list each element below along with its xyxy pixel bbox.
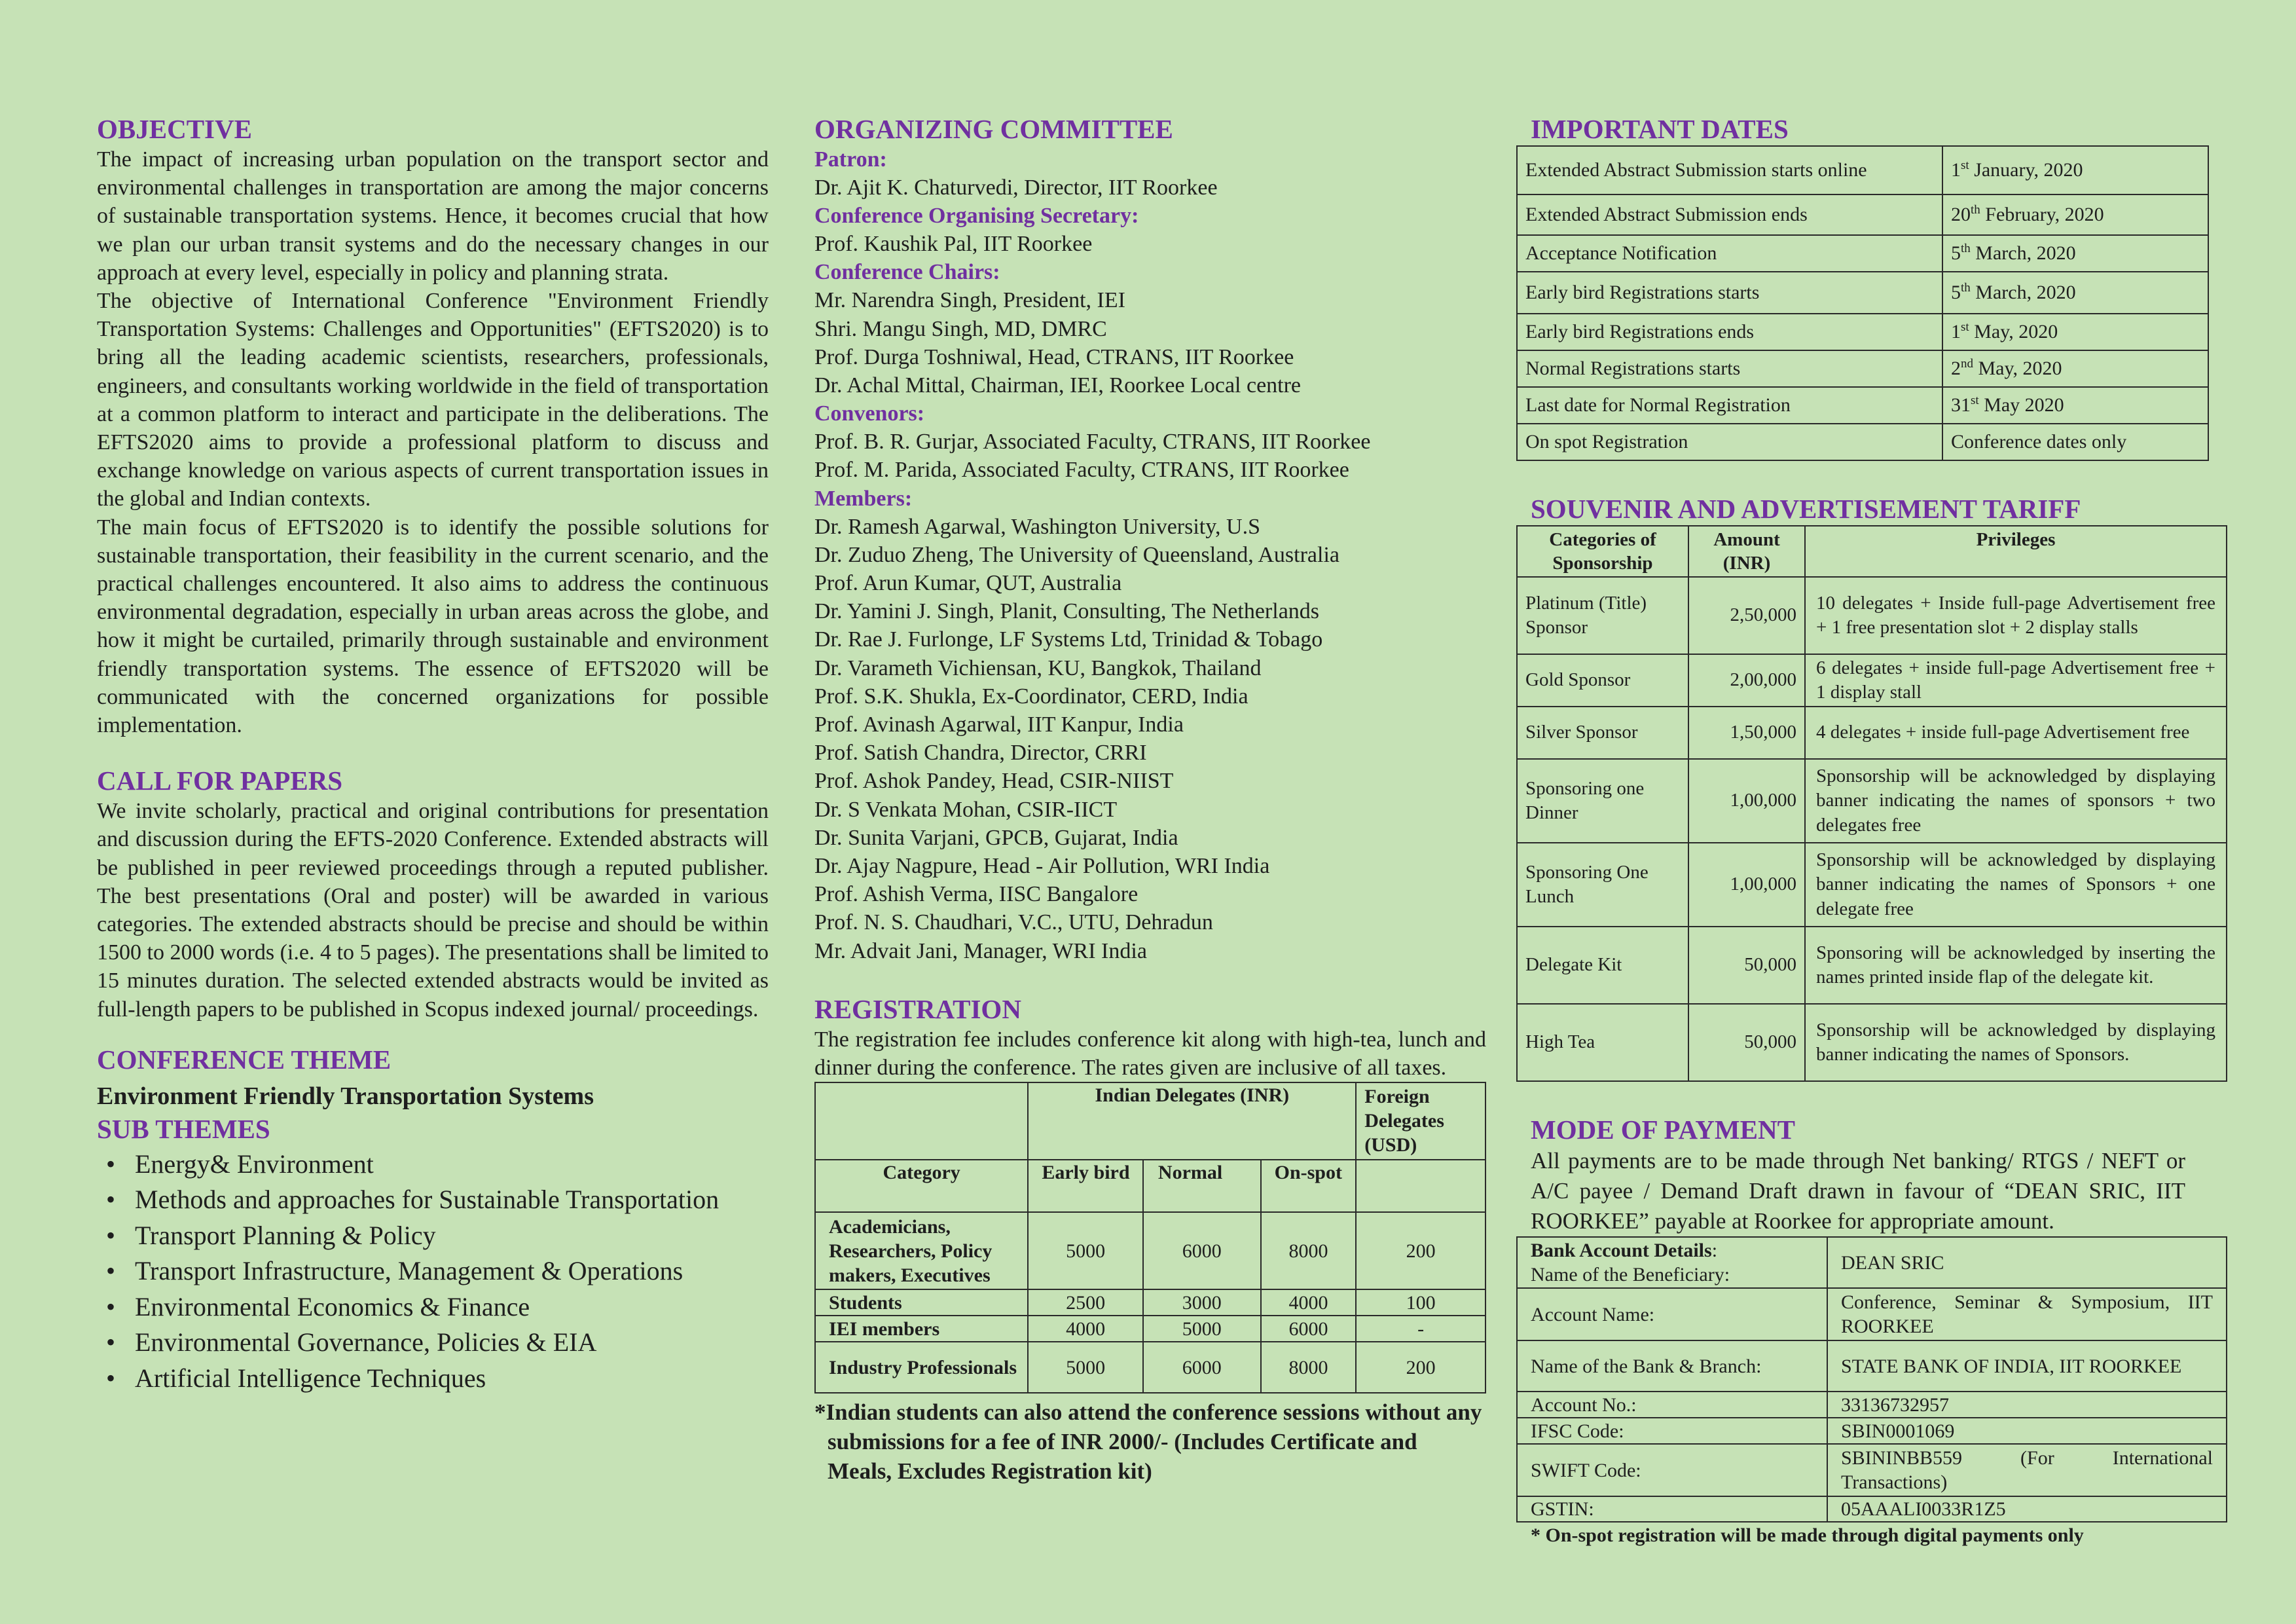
tariff-amount: 1,00,000	[1688, 759, 1805, 843]
table-row	[1517, 1392, 2227, 1418]
table-row	[1517, 1237, 2227, 1288]
bank-field-label: IFSC Code:	[1517, 1418, 1827, 1444]
reg-normal: 6000	[1143, 1212, 1261, 1289]
table-row	[1517, 1288, 2227, 1340]
table-row	[815, 1316, 1485, 1342]
tariff-privileges: 6 delegates + inside full-page Advertisement free + 1 display stall	[1805, 654, 2227, 707]
table-row	[1517, 759, 2227, 843]
reg-header-normal: Normal	[1143, 1160, 1261, 1212]
tariff-category: Platinum (Title) Sponsor	[1517, 577, 1688, 654]
sub-theme-item: • Energy& Environment	[97, 1147, 769, 1183]
registration-fee-table	[814, 1082, 1486, 1393]
chairs-label: Conference Chairs:	[814, 260, 1000, 285]
date-event: Early bird Registrations starts	[1517, 272, 1942, 314]
date-event: Acceptance Notification	[1517, 235, 1942, 272]
date-value: 2nd May, 2020	[1942, 350, 2208, 387]
beneficiary-label: Name of the Beneficiary:	[1531, 1264, 1730, 1285]
tariff-privileges: Sponsorship will be acknowledged by displaying banner indicating the names of sponsors + two delegates free	[1805, 759, 2227, 843]
tariff-privileges: Sponsorship will be acknowledged by displaying banner indicating the names of Sponsors.	[1805, 1004, 2227, 1081]
reg-header-onspot: On-spot	[1261, 1160, 1357, 1212]
table-row	[1517, 387, 2208, 424]
reg-early: 5000	[1028, 1212, 1143, 1289]
date-value: 20th February, 2020	[1942, 194, 2208, 235]
sub-themes-list	[97, 1147, 769, 1397]
table-row	[1517, 577, 2227, 654]
bank-field-value: SBININBB559 (For International Transactions)	[1827, 1444, 2227, 1496]
date-value: 5th March, 2020	[1942, 235, 2208, 272]
reg-early: 4000	[1028, 1316, 1143, 1342]
committee-entry: Prof. M. Parida, Associated Faculty, CTRANS, IIT Roorkee	[814, 458, 1349, 483]
bank-field-label: Name of the Bank & Branch:	[1517, 1340, 1827, 1392]
left-column	[97, 113, 769, 1396]
reg-header-early: Early bird	[1028, 1160, 1143, 1212]
committee-member: Dr. Yamini J. Singh, Planit, Consulting, The Netherlands	[814, 599, 1320, 624]
sub-theme-item: • Artificial Intelligence Techniques	[97, 1361, 769, 1397]
payment-intro: All payments are to be made through Net banking/ RTGS / NEFT or A/C payee / Demand Draft drawn in favour of “DEAN SRIC, IIT ROORKEE” payable at Roorkee for appropriate amount.	[1531, 1148, 2185, 1234]
reg-category: Industry Professionals	[815, 1342, 1028, 1393]
bank-field-value: 33136732957	[1827, 1392, 2227, 1418]
reg-foreign: 200	[1356, 1212, 1485, 1289]
convenors-label: Convenors:	[814, 401, 925, 426]
reg-normal: 6000	[1143, 1342, 1261, 1393]
reg-onspot: 8000	[1261, 1342, 1357, 1393]
table-row	[1517, 927, 2227, 1004]
tariff-heading: SOUVENIR AND ADVERTISEMENT TARIFF	[1531, 494, 2081, 524]
bank-field-value: STATE BANK OF INDIA, IIT ROORKEE	[1827, 1340, 2227, 1392]
tariff-amount: 1,00,000	[1688, 843, 1805, 927]
objective-section	[97, 113, 769, 739]
tariff-category: Sponsoring one Dinner	[1517, 759, 1688, 843]
table-row	[1517, 1004, 2227, 1081]
reg-header-indian: Indian Delegates (INR)	[1028, 1082, 1356, 1160]
objective-paragraph-1: The impact of increasing urban population on the transport sector and environmental challenges in transportation are among the major concerns of sustainable transportation systems. Hence, it becomes crucial that how we plan our urban transit systems and do the necessary changes in our approach at every level, especially in policy and planning strata.	[97, 147, 769, 285]
date-value: 1st May, 2020	[1942, 314, 2208, 350]
committee-member: Dr. Ajay Nagpure, Head - Air Pollution, WRI India	[814, 854, 1270, 879]
tariff-category: Sponsoring One Lunch	[1517, 843, 1688, 927]
bank-field-value: Conference, Seminar & Symposium, IIT ROORKEE	[1827, 1288, 2227, 1340]
tariff-privileges: Sponsorship will be acknowledged by displaying banner indicating the names of Sponsors + one delegate free	[1805, 843, 2227, 927]
tariff-category: Gold Sponsor	[1517, 654, 1688, 707]
tariff-table	[1516, 525, 2227, 1082]
payment-note: * On-spot registration will be made through digital payments only	[1531, 1524, 2084, 1546]
committee-section	[814, 113, 1486, 965]
reg-header-foreign: Foreign Delegates (USD)	[1356, 1082, 1485, 1160]
table-row	[815, 1342, 1485, 1393]
table-row	[1517, 1418, 2227, 1444]
call-for-papers-section	[97, 764, 769, 1024]
table-row	[1517, 1496, 2227, 1522]
bank-field-label: Account Name:	[1517, 1288, 1827, 1340]
committee-member: Prof. Arun Kumar, QUT, Australia	[814, 571, 1122, 596]
reg-category: Students	[815, 1289, 1028, 1316]
sub-themes-heading: SUB THEMES	[97, 1113, 270, 1144]
reg-onspot: 8000	[1261, 1212, 1357, 1289]
committee-member: Dr. Ramesh Agarwal, Washington University, U.S	[814, 514, 1260, 539]
committee-member: Prof. Ashok Pandey, Head, CSIR-NIIST	[814, 769, 1174, 794]
committee-entry: Prof. Durga Toshniwal, Head, CTRANS, IIT Roorkee	[814, 344, 1294, 369]
committee-heading: ORGANIZING COMMITTEE	[814, 114, 1173, 144]
bank-field-label: SWIFT Code:	[1517, 1444, 1827, 1496]
date-event: Early bird Registrations ends	[1517, 314, 1942, 350]
reg-foreign: 200	[1356, 1342, 1485, 1393]
reg-foreign: -	[1356, 1316, 1485, 1342]
bank-details-label-cell: Bank Account Details: Name of the Beneficiary:	[1517, 1237, 1827, 1288]
objective-paragraph-3: The main focus of EFTS2020 is to identify the possible solutions for sustainable transportation, their feasibility in the current scenario, and the practical challenges encountered. It also aims to address the continuous environmental degradation, especially in urban areas across the globe, and how it might be curtailed, primarily through sustainable and environment friendly transportation systems. The essence of EFTS2020 will be communicated with the concerned organizations for possible implementation.	[97, 515, 769, 738]
reg-category: Academicians, Researchers, Policy makers, Executives	[815, 1212, 1028, 1289]
registration-note: *Indian students can also attend the conference sessions without any submissions for a fee of INR 2000/- (Includes Certificate and Meals, Excludes Registration kit)	[814, 1399, 1482, 1485]
bank-field-label: GSTIN:	[1517, 1496, 1827, 1522]
table-row	[1517, 424, 2208, 460]
committee-member: Prof. Ashish Verma, IISC Bangalore	[814, 882, 1139, 907]
registration-section	[814, 993, 1486, 1486]
conference-theme-section	[97, 1043, 769, 1397]
tariff-amount: 2,50,000	[1688, 577, 1805, 654]
tariff-category: High Tea	[1517, 1004, 1688, 1081]
tariff-header-amount: Amount (INR)	[1688, 526, 1805, 577]
right-column	[1516, 113, 2227, 1549]
reg-normal: 5000	[1143, 1316, 1261, 1342]
conference-theme-heading: CONFERENCE THEME	[97, 1044, 392, 1075]
committee-member: Dr. Sunita Varjani, GPCB, Gujarat, India	[814, 825, 1178, 850]
reg-onspot: 6000	[1261, 1316, 1357, 1342]
table-row	[1517, 235, 2208, 272]
beneficiary-value: DEAN SRIC	[1827, 1237, 2227, 1288]
committee-member: Prof. Avinash Agarwal, IIT Kanpur, India	[814, 712, 1184, 737]
date-event: Normal Registrations starts	[1517, 350, 1942, 387]
reg-header-blank-2	[1356, 1160, 1485, 1212]
committee-member: Prof. Satish Chandra, Director, CRRI	[814, 741, 1147, 766]
date-value: 5th March, 2020	[1942, 272, 2208, 314]
table-row	[1517, 707, 2227, 759]
table-row	[1517, 350, 2208, 387]
tariff-header-category: Categories of Sponsorship	[1517, 526, 1688, 577]
payment-section	[1516, 1113, 2227, 1549]
tariff-amount: 2,00,000	[1688, 654, 1805, 707]
secretary-label: Conference Organising Secretary:	[814, 204, 1139, 229]
reg-header-category: Category	[815, 1160, 1028, 1212]
table-row	[1517, 146, 2208, 194]
date-event: On spot Registration	[1517, 424, 1942, 460]
conference-theme-title: Environment Friendly Transportation Systems	[97, 1082, 594, 1110]
date-value: 31st May 2020	[1942, 387, 2208, 424]
date-event: Last date for Normal Registration	[1517, 387, 1942, 424]
tariff-category: Delegate Kit	[1517, 927, 1688, 1004]
committee-member: Dr. S Venkata Mohan, CSIR-IICT	[814, 797, 1118, 822]
bank-details-table	[1516, 1236, 2227, 1522]
reg-category: IEI members	[815, 1316, 1028, 1342]
bank-field-label: Account No.:	[1517, 1392, 1827, 1418]
committee-member: Dr. Varameth Vichiensan, KU, Bangkok, Thailand	[814, 655, 1262, 680]
sub-theme-item: • Environmental Governance, Policies & EIA	[97, 1325, 769, 1361]
committee-member: Dr. Rae J. Furlonge, LF Systems Ltd, Trinidad & Tobago	[814, 627, 1323, 652]
committee-member: Mr. Advait Jani, Manager, WRI India	[814, 938, 1147, 963]
reg-early: 5000	[1028, 1342, 1143, 1393]
objective-heading: OBJECTIVE	[97, 114, 252, 144]
table-row	[1517, 272, 2208, 314]
tariff-category: Silver Sponsor	[1517, 707, 1688, 759]
tariff-privileges: Sponsoring will be acknowledged by inserting the names printed inside flap of the delegate kit.	[1805, 927, 2227, 1004]
committee-entry: Dr. Achal Mittal, Chairman, IEI, Roorkee Local centre	[814, 373, 1302, 398]
table-row	[1517, 314, 2208, 350]
sub-theme-item: • Transport Infrastructure, Management & Operations	[97, 1253, 769, 1289]
registration-intro: The registration fee includes conference kit along with high-tea, lunch and dinner during the conference. The rates given are inclusive of all taxes.	[814, 1027, 1486, 1080]
sub-theme-item: • Transport Planning & Policy	[97, 1218, 769, 1254]
table-row	[1517, 194, 2208, 235]
objective-paragraph-2: The objective of International Conference "Environment Friendly Transportation Systems: Challenges and Opportunities" (EFTS2020) is to bring all the leading academic scientists, researchers, professionals, engineers, and consultants working worldwide in the field of transportation at a common platform to interact and participate in the deliberations. The EFTS2020 aims to provide a professional platform to discuss and exchange knowledge on various aspects of current transportation issues in the global and Indian contexts.	[97, 289, 769, 511]
table-row	[1517, 843, 2227, 927]
reg-foreign: 100	[1356, 1289, 1485, 1316]
registration-heading: REGISTRATION	[814, 993, 1021, 1024]
committee-entry: Dr. Ajit K. Chaturvedi, Director, IIT Roorkee	[814, 175, 1218, 200]
middle-column	[814, 113, 1486, 1486]
committee-entry: Shri. Mangu Singh, MD, DMRC	[814, 316, 1107, 341]
committee-entry: Prof. Kaushik Pal, IIT Roorkee	[814, 232, 1093, 257]
bank-details-label: Bank Account Details	[1531, 1240, 1712, 1261]
payment-heading: MODE OF PAYMENT	[1531, 1115, 1795, 1145]
table-row	[815, 1289, 1485, 1316]
important-dates-section	[1516, 113, 2227, 461]
date-value: 1st January, 2020	[1942, 146, 2208, 194]
important-dates-heading: IMPORTANT DATES	[1531, 114, 1789, 144]
call-for-papers-text: We invite scholarly, practical and original contributions for presentation and discussion during the EFTS-2020 Conference. Extended abstracts will be published in peer reviewed proceedings through a reputed publisher. The best presentations (Oral and poster) will be awarded in various categories. The extended abstracts should be precise and should be within 1500 to 2000 words (i.e. 4 to 5 pages). The presentations shall be limited to 15 minutes duration. The selected extended abstracts would be invited as full-length papers to be published in Scopus indexed journal/ proceedings.	[97, 799, 769, 1022]
reg-early: 2500	[1028, 1289, 1143, 1316]
date-event: Extended Abstract Submission starts online	[1517, 146, 1942, 194]
sub-theme-item: • Methods and approaches for Sustainable Transportation	[97, 1182, 769, 1218]
date-event: Extended Abstract Submission ends	[1517, 194, 1942, 235]
reg-onspot: 4000	[1261, 1289, 1357, 1316]
committee-entry: Mr. Narendra Singh, President, IEI	[814, 288, 1125, 313]
bank-field-value: 05AAALI0033R1Z5	[1827, 1496, 2227, 1522]
reg-header-blank	[815, 1082, 1028, 1160]
committee-member: Dr. Zuduo Zheng, The University of Queensland, Australia	[814, 542, 1339, 567]
committee-entry: Prof. B. R. Gurjar, Associated Faculty, CTRANS, IIT Roorkee	[814, 430, 1371, 454]
tariff-amount: 50,000	[1688, 927, 1805, 1004]
table-row	[1517, 1340, 2227, 1392]
date-value: Conference dates only	[1942, 424, 2208, 460]
tariff-privileges: 4 delegates + inside full-page Advertisement free	[1805, 707, 2227, 759]
table-row	[815, 1212, 1485, 1289]
committee-member: Prof. S.K. Shukla, Ex-Coordinator, CERD, India	[814, 684, 1248, 709]
bank-field-value: SBIN0001069	[1827, 1418, 2227, 1444]
sub-theme-item: • Environmental Economics & Finance	[97, 1289, 769, 1325]
call-for-papers-heading: CALL FOR PAPERS	[97, 766, 343, 796]
important-dates-table	[1516, 145, 2209, 461]
tariff-amount: 50,000	[1688, 1004, 1805, 1081]
members-label: Members:	[814, 486, 913, 511]
tariff-amount: 1,50,000	[1688, 707, 1805, 759]
patron-label: Patron:	[814, 147, 887, 172]
tariff-section	[1516, 492, 2227, 1082]
reg-normal: 3000	[1143, 1289, 1261, 1316]
table-row	[1517, 654, 2227, 707]
tariff-privileges: 10 delegates + Inside full-page Advertisement free + 1 free presentation slot + 2 display stalls	[1805, 577, 2227, 654]
table-row	[1517, 1444, 2227, 1496]
tariff-header-privileges: Privileges	[1805, 526, 2227, 577]
committee-member: Prof. N. S. Chaudhari, V.C., UTU, Dehradun	[814, 910, 1213, 935]
